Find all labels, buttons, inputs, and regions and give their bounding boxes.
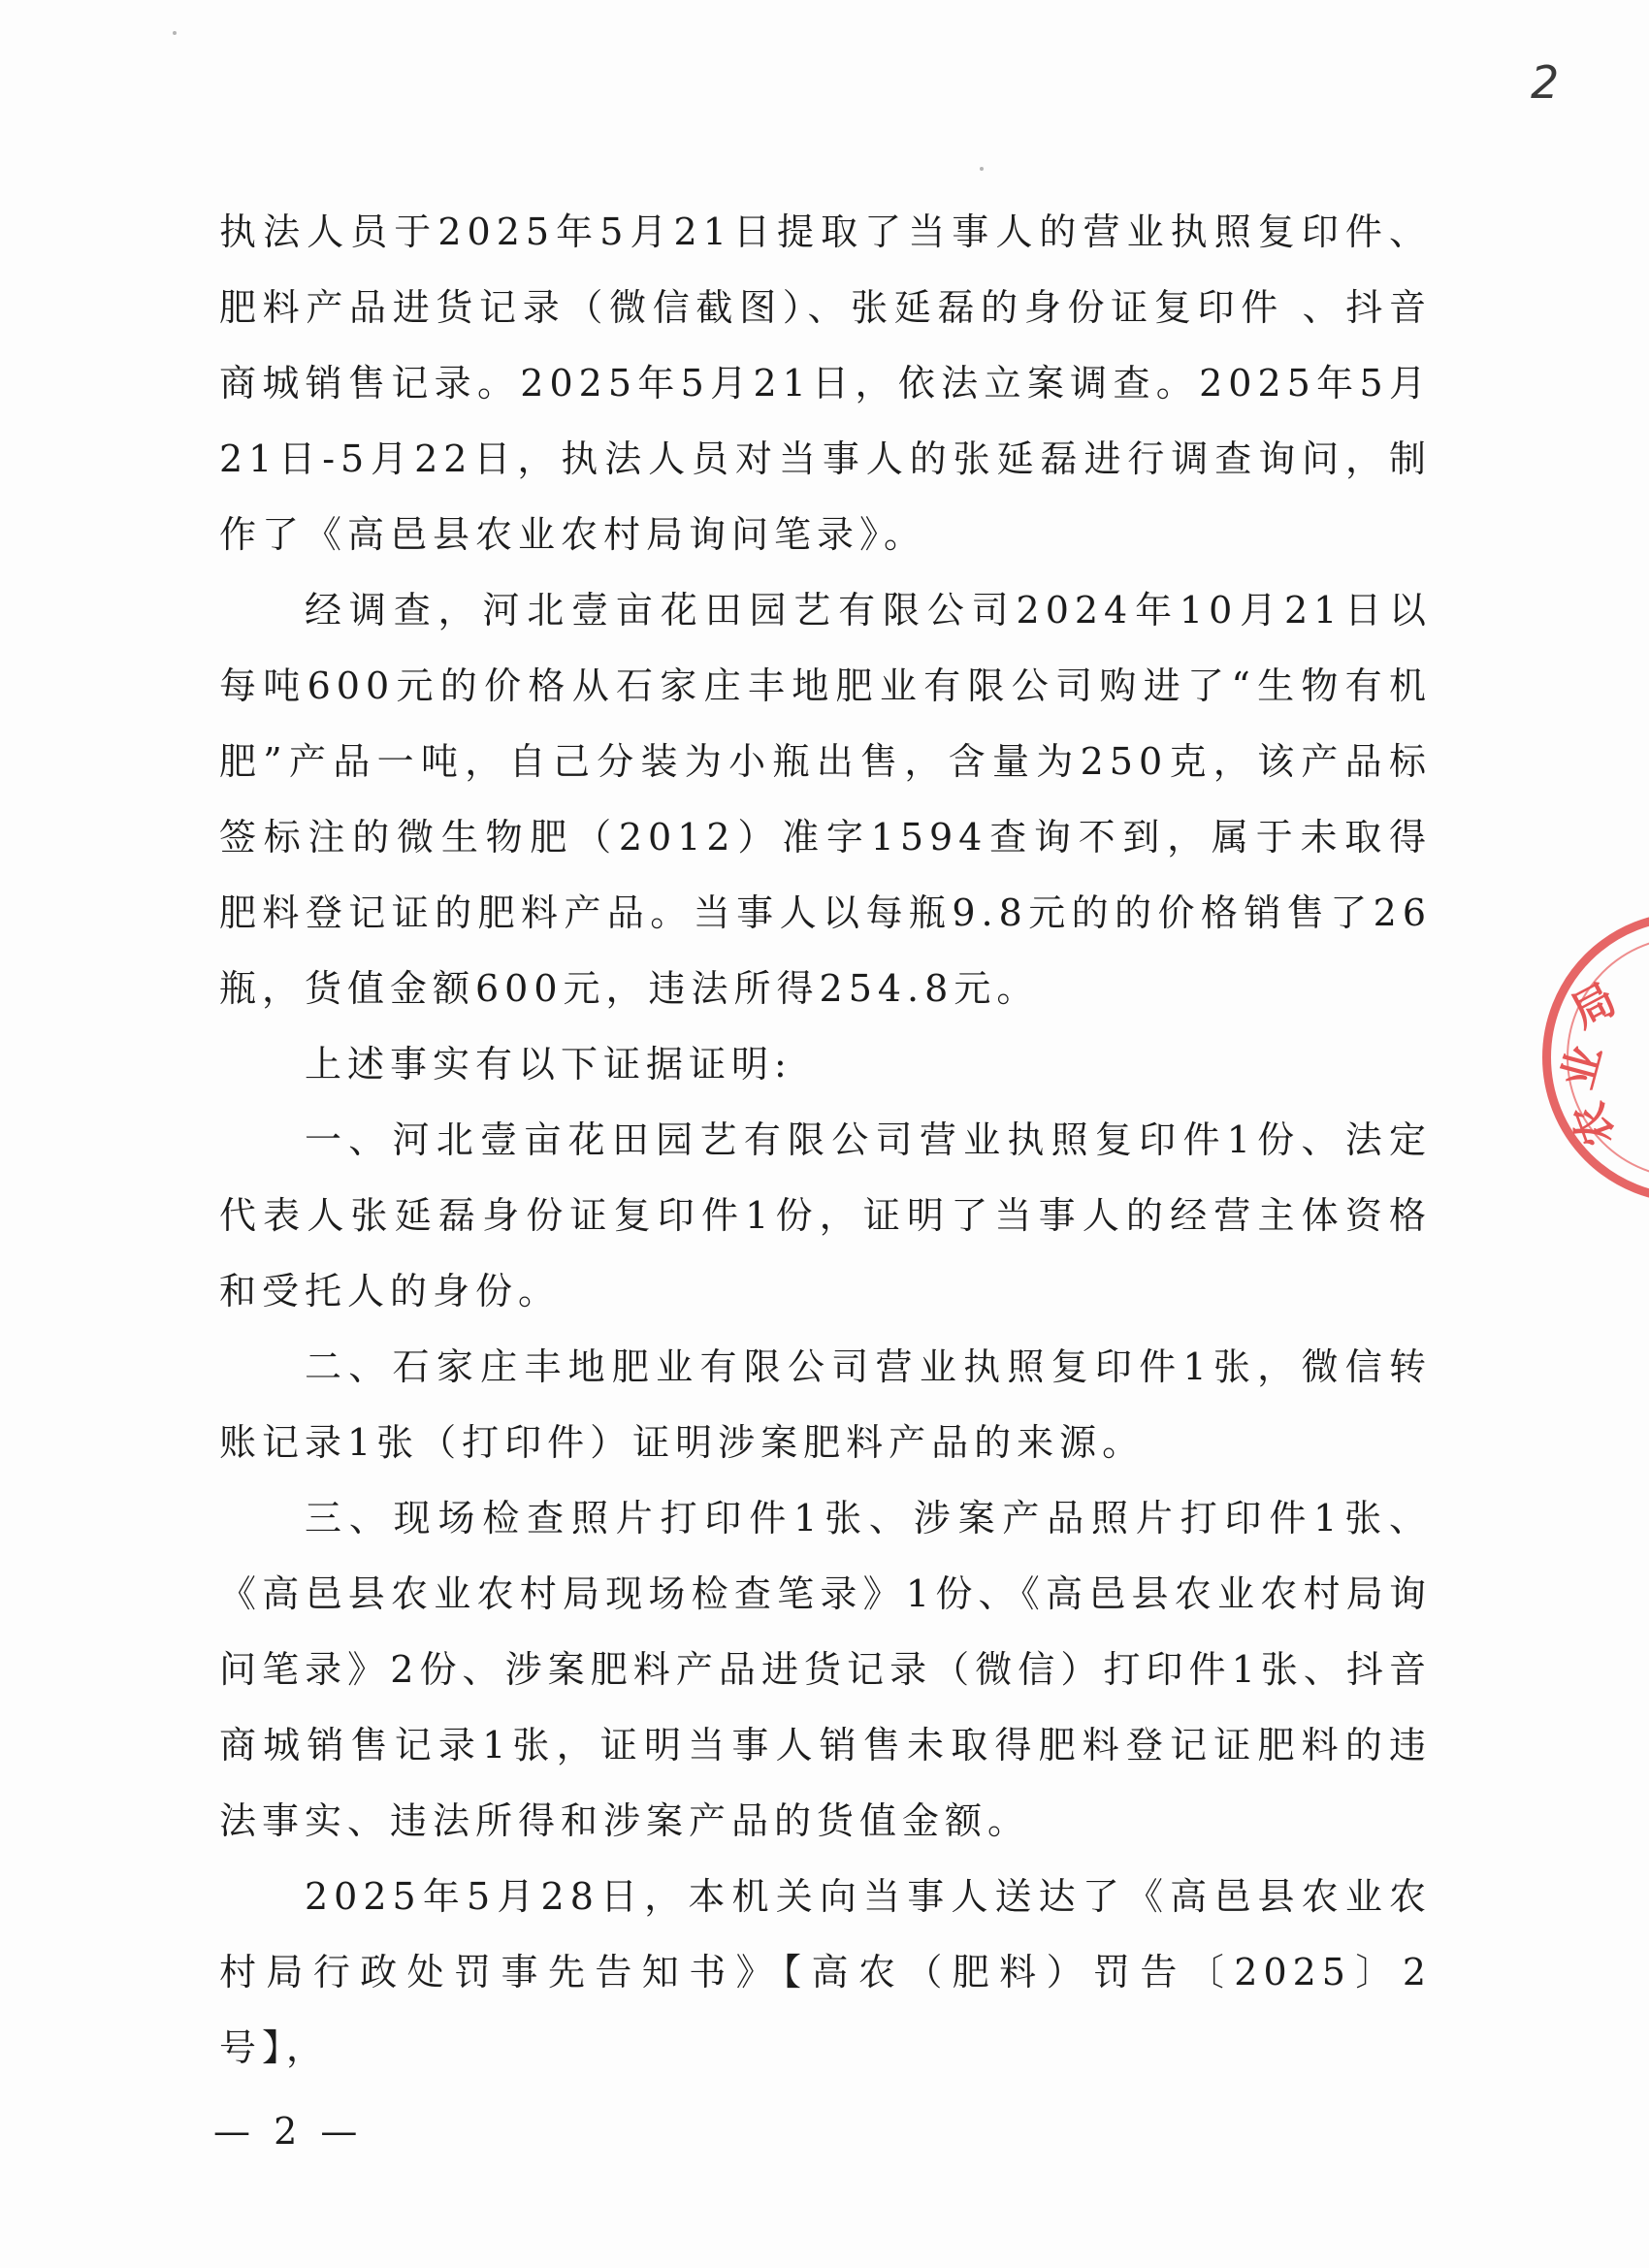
handwritten-page-mark: 2 (1531, 56, 1560, 109)
page-number: — 2 — (213, 2110, 364, 2153)
paragraph-6: 三、现场检查照片打印件1张、涉案产品照片打印件1张、《高邑县农业农村局现场检查笔录》1份、《高邑县农业农村局询问笔录》2份、涉案肥料产品进货记录（微信）打印件1张、抖音商城销售记录1张，证明当事人销售未取得肥料登记证肥料的违法事实、违法所得和涉案产品的货值金额。 (219, 1497, 1432, 1842)
scan-speck (173, 31, 177, 35)
seal-char: 农 (1563, 1096, 1625, 1153)
document-body (219, 194, 1432, 2086)
paragraph-7: 2025年5月28日，本机关向当事人送达了《高邑县农业农村局行政处罚事先告知书》【高农（肥料）罚告〔2025〕2号】， (219, 1875, 1432, 2069)
paragraph-4: 一、河北壹亩花田园艺有限公司营业执照复印件1份、法定代表人张延磊身份证复印件1份，证明了当事人的经营主体资格和受托人的身份。 (219, 1118, 1432, 1312)
paragraph-2: 经调查，河北壹亩花田园艺有限公司2024年10月21日以每吨600元的价格从石家庄丰地肥业有限公司购进了“生物有机肥”产品一吨，自己分装为小瓶出售，含量为250克，该产品标签标注的微生物肥（2012）准字1594查询不到，属于未取得肥料登记证的肥料产品。当事人以每瓶9.8元的的价格销售了26瓶，货值金额600元，违法所得254.8元。 (219, 589, 1432, 1010)
scan-speck (980, 167, 984, 171)
paragraph-5: 二、石家庄丰地肥业有限公司营业执照复印件1张，微信转账记录1张（打印件）证明涉案肥料产品的来源。 (219, 1345, 1432, 1464)
seal-char: 业 (1553, 1040, 1612, 1095)
seal-char: 局 (1563, 974, 1625, 1038)
paragraph-1: 执法人员于2025年5月21日提取了当事人的营业执照复印件、肥料产品进货记录（微信截图）、张延磊的身份证复印件 、抖音商城销售记录。2025年5月21日，依法立案调查。2025年5月21日-5月22日，执法人员对当事人的张延磊进行调查询问，制作了《高邑县农业农村局询问笔录》。 (219, 211, 1432, 556)
official-seal (1542, 912, 1649, 1203)
paragraph-3: 上述事实有以下证据证明: (305, 1043, 792, 1085)
